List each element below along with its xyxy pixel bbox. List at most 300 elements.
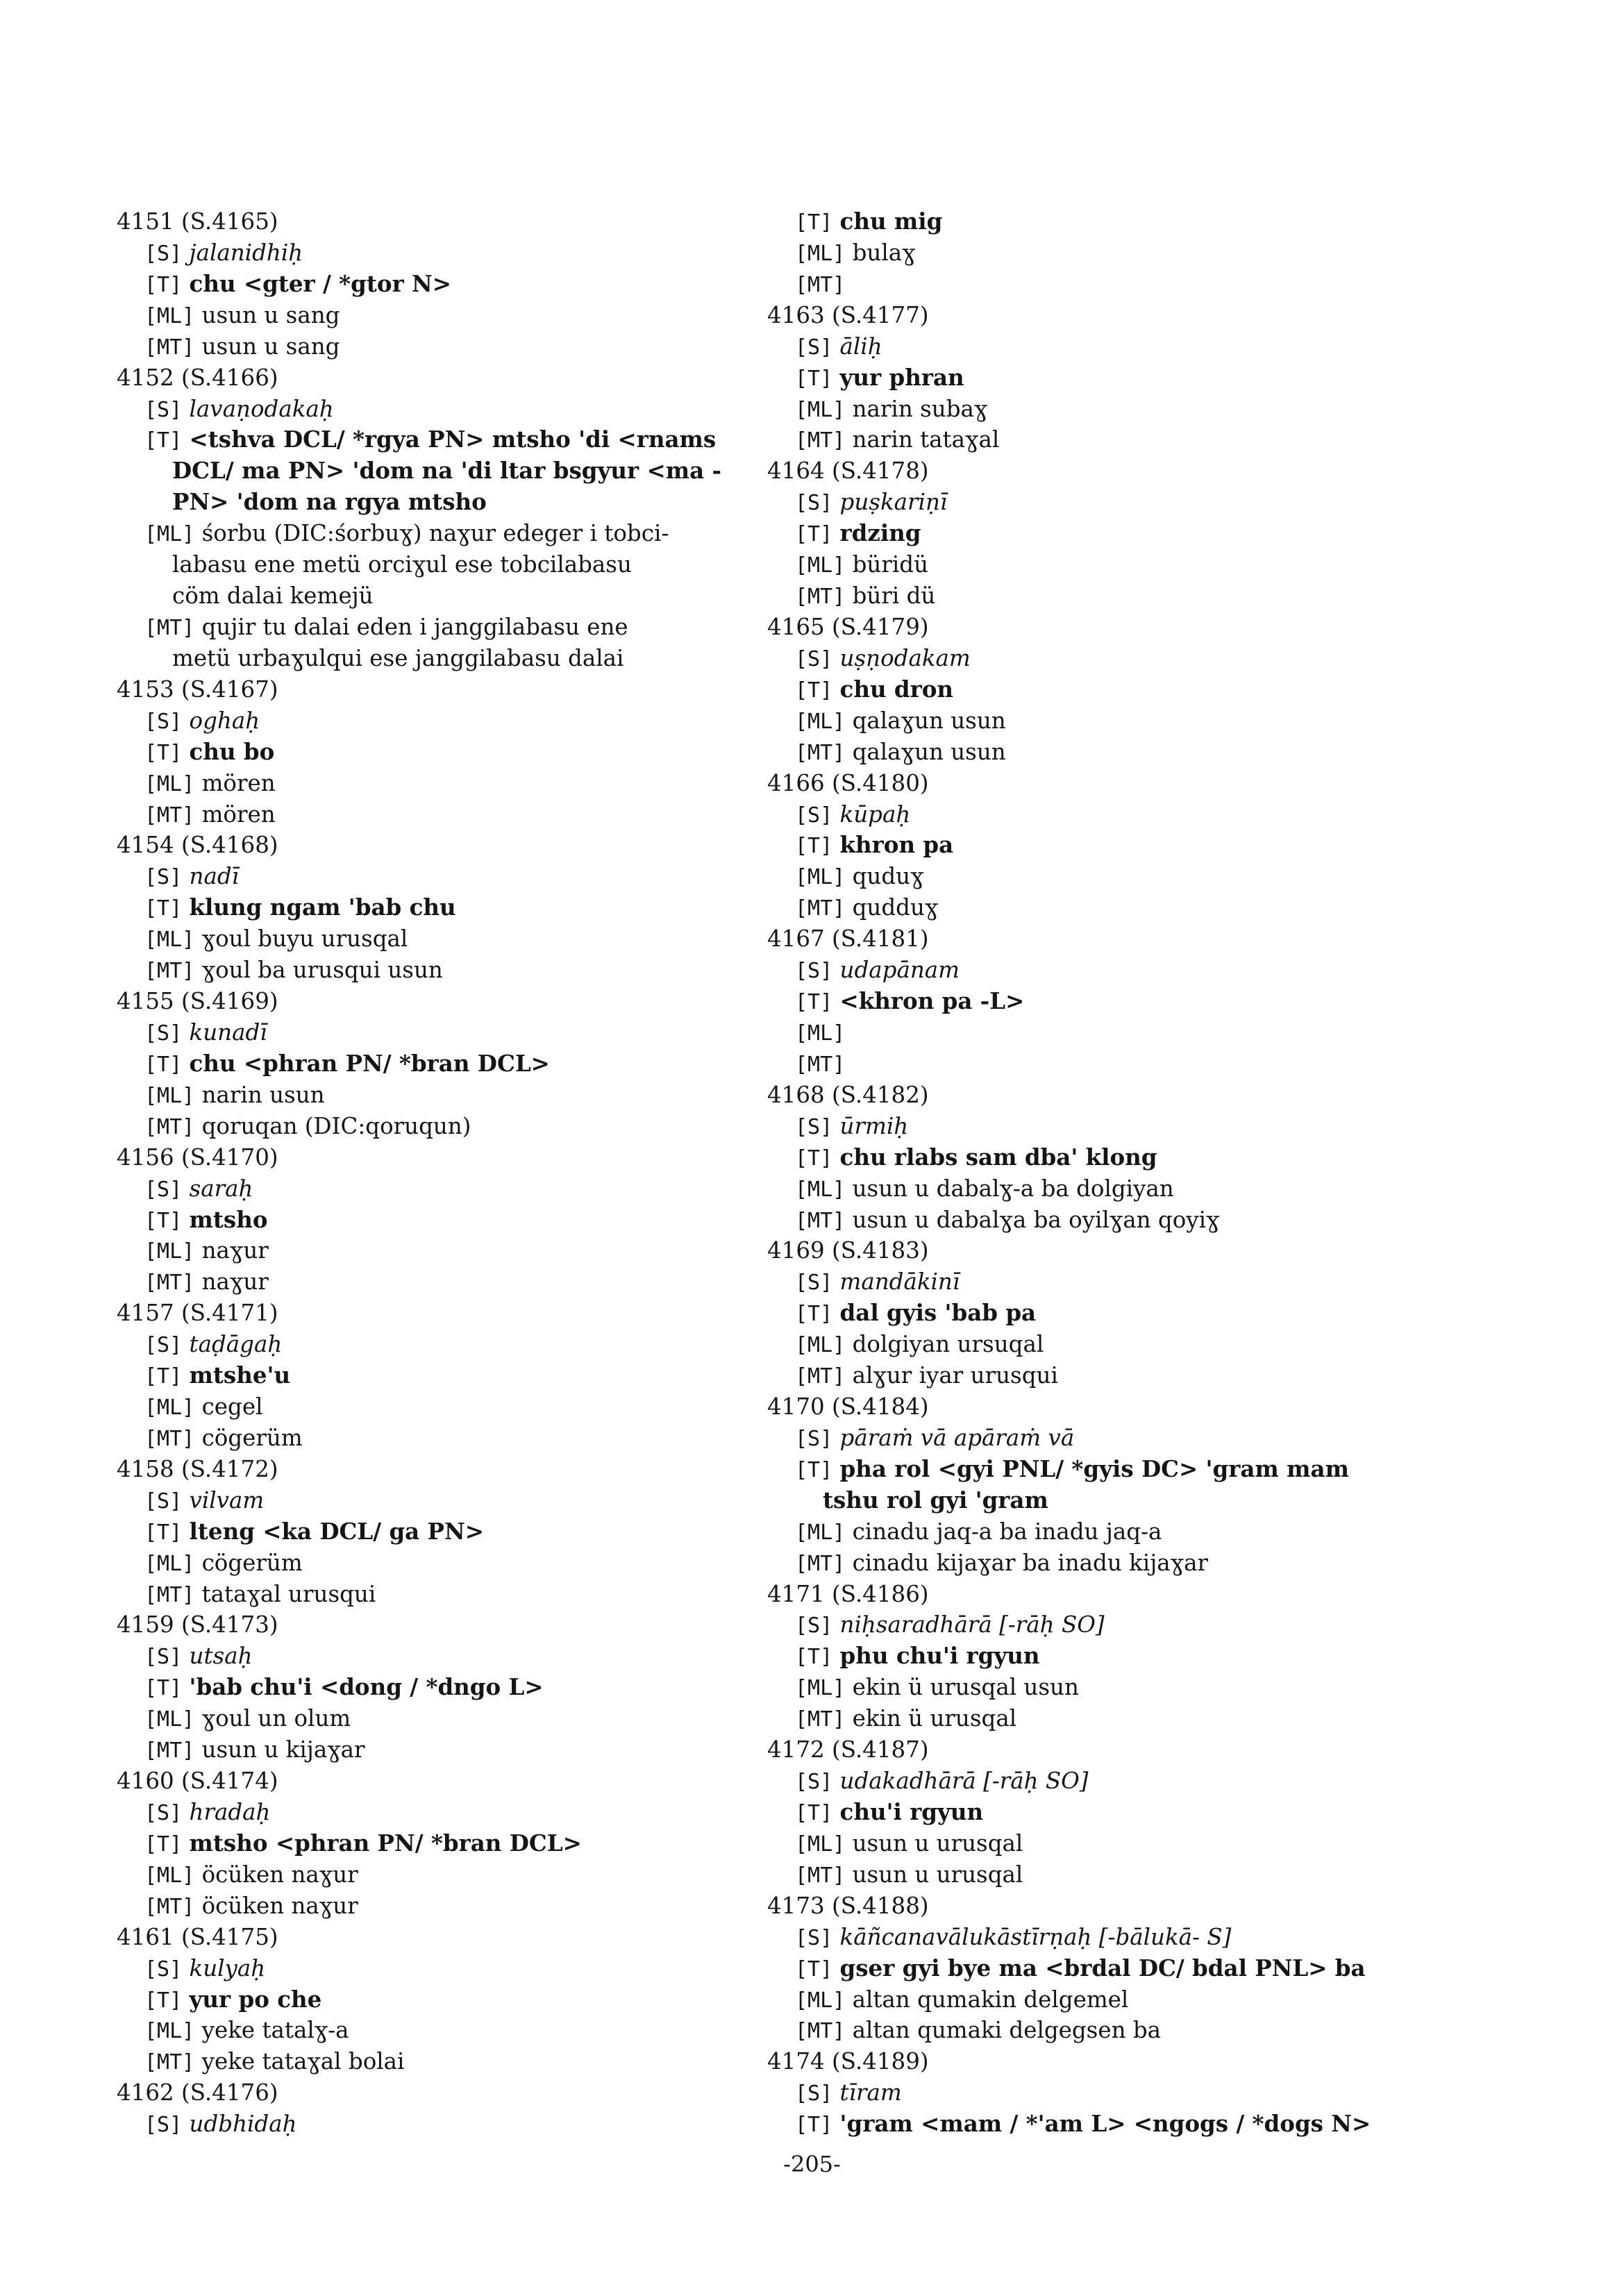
field-tag: [S]	[795, 2081, 833, 2106]
field-tag: [MT]	[795, 1052, 846, 1077]
field-value: mtsho <phran PN/ *bran DCL>	[189, 1829, 582, 1857]
field-value: mtsho	[189, 1205, 268, 1233]
field-value: metü urbaɣulqui ese janggilabasu dalai	[172, 644, 624, 671]
field-tag: [S]	[795, 1770, 833, 1795]
entry-field-line	[767, 237, 1462, 269]
field-tag: [ML]	[795, 1988, 846, 2013]
entry-field-line	[117, 1828, 783, 1859]
field-tag: [S]	[144, 241, 183, 266]
field-value: bulaɣ	[852, 239, 916, 266]
field-value: chu <phran PN/ *bran DCL>	[189, 1049, 550, 1077]
entry-number: 4151 (S.4165)	[117, 208, 278, 235]
entry-field-line	[767, 362, 1462, 394]
field-tag: [MT]	[795, 1551, 846, 1576]
entry-field-line	[117, 1579, 783, 1610]
field-tag: [MT]	[144, 1426, 195, 1451]
entry-field-line	[767, 1953, 1462, 1984]
entry-field-line	[767, 1703, 1462, 1734]
entry-field-line	[767, 1766, 1462, 1797]
entry-field-line	[117, 768, 783, 799]
entry-field-line	[117, 737, 783, 768]
field-tag: [MT]	[795, 2019, 846, 2044]
entry-number: 4165 (S.4179)	[767, 613, 929, 640]
field-tag: [MT]	[144, 1738, 195, 1763]
entry-field-line	[117, 1485, 783, 1516]
entry-field-line	[767, 1205, 1462, 1236]
field-value: klung ngam 'bab chu	[189, 894, 456, 921]
field-tag: [T]	[144, 428, 183, 453]
entry-field-line	[767, 1142, 1462, 1173]
entry-field-line	[117, 1017, 783, 1048]
field-value: pāraṁ vā apāraṁ vā	[839, 1424, 1075, 1451]
field-value: büridü	[852, 551, 928, 578]
field-value: gser gyi bye ma <brdal DC/ bdal PNL> ba	[839, 1954, 1366, 1981]
field-value: narin tataɣal	[852, 426, 1000, 453]
field-tag: [S]	[795, 1426, 833, 1451]
field-tag: [T]	[795, 366, 833, 391]
entry-number: 4155 (S.4169)	[117, 988, 278, 1015]
field-value: usun u urusqal	[852, 1861, 1023, 1888]
entry-field-line	[767, 2109, 1462, 2140]
entry-field-line	[767, 1298, 1462, 1329]
field-value: vilvam	[189, 1486, 265, 1514]
entry-field-line	[117, 1080, 783, 1111]
entry-field-line	[767, 892, 1462, 923]
entry-field-line	[117, 1891, 783, 1922]
field-tag: [S]	[795, 959, 833, 984]
entry-field-line	[117, 2046, 783, 2077]
field-tag: [S]	[144, 865, 183, 890]
entry-field-line	[117, 1235, 783, 1266]
entry-field-line	[767, 2077, 1462, 2109]
field-tag: [T]	[795, 1457, 833, 1482]
field-value: qujir tu dalai eden i janggilabasu ene	[201, 613, 628, 640]
entry-field-line	[117, 1984, 783, 2016]
field-value: qalaɣun usun	[852, 707, 1006, 734]
field-value: kūpaḥ	[839, 801, 911, 828]
field-tag: [ML]	[795, 709, 846, 734]
field-value: usun u kijaɣar	[201, 1736, 365, 1763]
entry-field-line	[117, 1859, 783, 1891]
entry-number: 4172 (S.4187)	[767, 1736, 929, 1763]
entry-field-line	[767, 799, 1462, 830]
field-value: dolgiyan ursuqal	[852, 1331, 1044, 1358]
field-value: chu mig	[839, 208, 943, 235]
field-tag: [T]	[795, 1801, 833, 1826]
field-value: jalanidhiḥ	[189, 239, 303, 266]
entry-field-line	[767, 1017, 1462, 1048]
field-tag: [S]	[144, 1021, 183, 1046]
right-column	[767, 206, 1462, 2140]
field-tag: [ML]	[144, 522, 195, 547]
entry-number: 4152 (S.4166)	[117, 364, 278, 391]
entry-field-line	[117, 269, 783, 300]
entry-field-line	[767, 1859, 1462, 1891]
field-tag: [S]	[144, 1333, 183, 1358]
field-value: 'bab chu'i <dong / *dngo L>	[189, 1673, 544, 1701]
entry-field-line	[767, 2015, 1462, 2046]
field-tag: [T]	[795, 990, 833, 1015]
field-tag: [T]	[144, 1520, 183, 1545]
entry-number: 4174 (S.4189)	[767, 2048, 929, 2075]
field-tag: [ML]	[144, 1083, 195, 1108]
field-tag: [T]	[795, 834, 833, 859]
field-tag: [MT]	[795, 585, 846, 610]
entry-field-line	[117, 424, 783, 455]
field-value: dal gyis 'bab pa	[839, 1299, 1037, 1327]
entry-field-line	[767, 830, 1462, 861]
entry-field-line	[117, 799, 783, 830]
entry-number: 4169 (S.4183)	[767, 1237, 929, 1264]
field-value: mören	[201, 801, 276, 828]
field-value: cinadu jaq-a ba inadu jaq-a	[852, 1518, 1162, 1545]
field-tag: [ML]	[795, 1333, 846, 1358]
field-value: kunadī	[189, 1019, 267, 1046]
entry-field-line	[767, 518, 1462, 549]
field-value: hradaḥ	[189, 1799, 271, 1826]
field-value: usun u sang	[201, 301, 340, 328]
field-value: ūrmiḥ	[839, 1112, 909, 1139]
page-number: -205-	[783, 2151, 841, 2177]
field-value: puṣkariṇī	[839, 489, 948, 516]
entry-number: 4161 (S.4175)	[117, 1923, 278, 1950]
field-value: qalaɣun usun	[852, 738, 1006, 765]
entry-number: 4154 (S.4168)	[117, 832, 278, 859]
field-tag: [T]	[144, 272, 183, 297]
field-value: 'gram <mam / *'am L> <ngogs / *dogs N>	[839, 2110, 1371, 2138]
entry-field-line	[117, 705, 783, 737]
entry-field-line	[117, 1048, 783, 1080]
field-tag: [T]	[795, 522, 833, 547]
field-value: yur po che	[189, 1985, 322, 2013]
field-value: udakadhārā [-rāḥ SO]	[839, 1768, 1089, 1795]
field-tag: [S]	[144, 1177, 183, 1202]
field-value: ɣoul ba urusqui usun	[201, 957, 443, 984]
field-tag: [MT]	[144, 2050, 195, 2075]
field-tag: [S]	[795, 1271, 833, 1296]
entry-number: 4157 (S.4171)	[117, 1300, 278, 1327]
entry-field-line	[117, 331, 783, 362]
field-tag: [MT]	[795, 740, 846, 765]
entry-field-line	[117, 861, 783, 892]
entry-field-line	[767, 1984, 1462, 2016]
field-value: taḍāgaḥ	[189, 1331, 283, 1358]
field-value: usun u urusqal	[852, 1829, 1023, 1857]
field-tag: [T]	[144, 1208, 183, 1233]
field-tag: [ML]	[795, 1021, 846, 1046]
field-value: cögerüm	[201, 1549, 303, 1576]
entry-number: 4164 (S.4178)	[767, 458, 929, 485]
field-value: öcüken naɣur	[201, 1861, 358, 1888]
field-tag: [ML]	[144, 1707, 195, 1732]
entry-field-line	[117, 1173, 783, 1205]
entry-number: 4159 (S.4173)	[117, 1611, 278, 1639]
entry-field-line	[767, 1609, 1462, 1641]
field-value: śorbu (DIC:śorbuɣ) naɣur edeger i tobci-	[201, 520, 669, 547]
field-value: cöm dalai kemejü	[172, 583, 374, 610]
field-tag: [T]	[795, 1645, 833, 1670]
field-value: quduɣ	[852, 863, 924, 890]
field-tag: [T]	[144, 740, 183, 765]
field-value: rdzing	[839, 519, 921, 547]
entry-field-line	[767, 1672, 1462, 1703]
field-value: nadī	[189, 863, 240, 890]
field-value: DCL/ ma PN> 'dom na 'di ltar bsgyur <ma -	[172, 457, 721, 485]
field-value: ɣoul un olum	[201, 1705, 351, 1732]
field-tag: [ML]	[795, 1520, 846, 1545]
field-value: chu rlabs sam dba' klong	[839, 1143, 1157, 1171]
field-tag: [S]	[795, 491, 833, 516]
field-value: udbhidaḥ	[189, 2111, 297, 2138]
field-value: cegel	[201, 1393, 263, 1421]
entry-number: 4158 (S.4172)	[117, 1455, 278, 1482]
field-value: qoruqan (DIC:qoruqun)	[201, 1112, 471, 1139]
entry-number: 4167 (S.4181)	[767, 925, 929, 953]
entry-field-line	[117, 1797, 783, 1828]
field-tag: [MT]	[795, 1707, 846, 1732]
field-tag: [S]	[795, 1614, 833, 1639]
entry-field-line	[767, 1922, 1462, 1953]
entry-field-line	[767, 1329, 1462, 1360]
entry-field-line	[767, 1828, 1462, 1859]
field-value: ɣoul buyu urusqal	[201, 925, 408, 953]
field-tag: [T]	[795, 1146, 833, 1171]
field-tag: [ML]	[795, 1832, 846, 1857]
field-tag: [ML]	[144, 303, 195, 328]
field-value: PN> 'dom na rgya mtsho	[172, 488, 487, 516]
field-value: mandākinī	[839, 1268, 960, 1296]
field-tag: [ML]	[144, 928, 195, 953]
entry-field-line	[117, 394, 783, 425]
field-tag: [S]	[144, 2113, 183, 2138]
field-tag: [MT]	[144, 1114, 195, 1139]
field-tag: [ML]	[144, 1551, 195, 1576]
entry-continuation-line	[117, 643, 783, 674]
entry-field-line	[117, 1548, 783, 1579]
field-tag: [T]	[795, 2113, 833, 2138]
field-tag: [ML]	[795, 1676, 846, 1701]
entry-continuation-line	[117, 580, 783, 612]
entry-field-line	[767, 674, 1462, 705]
field-value: chu <gter / *gtor N>	[189, 269, 451, 297]
field-tag: [S]	[144, 397, 183, 422]
field-tag: [S]	[795, 1114, 833, 1139]
field-value: phu chu'i rgyun	[839, 1642, 1040, 1670]
field-value: narin subaɣ	[852, 395, 988, 422]
field-tag: [T]	[795, 210, 833, 235]
entry-field-line	[767, 487, 1462, 518]
field-value: ekin ü urusqal	[852, 1705, 1017, 1732]
entry-number: 4162 (S.4176)	[117, 2079, 278, 2106]
entry-field-line	[117, 1360, 783, 1391]
field-value: yeke tataɣal bolai	[201, 2048, 405, 2075]
field-value: büri dü	[852, 583, 936, 610]
field-tag: [ML]	[795, 397, 846, 422]
field-value: āliḥ	[839, 333, 882, 360]
field-tag: [MT]	[795, 1863, 846, 1888]
field-tag: [MT]	[144, 615, 195, 640]
field-value: chu'i rgyun	[839, 1798, 984, 1826]
entry-field-line	[117, 955, 783, 986]
field-value: cögerüm	[201, 1424, 303, 1451]
entry-field-line	[767, 1548, 1462, 1579]
field-value: udapānam	[839, 957, 960, 984]
entry-field-line	[767, 1360, 1462, 1391]
field-tag: [S]	[144, 1956, 183, 1981]
field-value: uṣṇodakam	[839, 644, 971, 671]
field-value: alɣur iyar urusqui	[852, 1362, 1058, 1389]
entry-field-line	[117, 1641, 783, 1672]
entry-field-line	[117, 1953, 783, 1984]
entry-field-line	[117, 1266, 783, 1298]
entry-number: 4173 (S.4188)	[767, 1892, 929, 1919]
entry-field-line	[117, 2109, 783, 2140]
entry-field-line	[117, 1516, 783, 1548]
left-column	[117, 206, 783, 2140]
entry-field-line	[767, 705, 1462, 737]
entry-field-line	[117, 237, 783, 269]
entry-field-line	[117, 1329, 783, 1360]
entry-field-line	[117, 612, 783, 643]
field-value: lteng <ka DCL/ ga PN>	[189, 1517, 484, 1545]
field-tag: [T]	[144, 1052, 183, 1077]
entry-continuation-line	[767, 1485, 1462, 1516]
entry-field-line	[767, 955, 1462, 986]
field-tag: [T]	[144, 1364, 183, 1389]
field-value: tshu rol gyi 'gram	[823, 1486, 1048, 1514]
entry-number: 4156 (S.4170)	[117, 1143, 278, 1171]
entry-number: 4153 (S.4167)	[117, 676, 278, 703]
entry-continuation-line	[117, 487, 783, 518]
field-tag: [ML]	[795, 1177, 846, 1202]
field-value: altan qumaki delgegsen ba	[852, 2017, 1162, 2044]
entry-field-line	[117, 1111, 783, 1142]
entry-field-line	[767, 1048, 1462, 1080]
field-value: utsaḥ	[189, 1643, 253, 1670]
field-value: niḥsaradhārā [-rāḥ SO]	[839, 1611, 1105, 1639]
field-tag: [ML]	[144, 1239, 195, 1264]
field-tag: [ML]	[795, 553, 846, 578]
field-tag: [T]	[795, 678, 833, 703]
entry-field-line	[117, 1734, 783, 1766]
entry-field-line	[767, 206, 1462, 237]
entry-number: 4168 (S.4182)	[767, 1081, 929, 1108]
field-value: ekin ü urusqal usun	[852, 1674, 1079, 1701]
entry-field-line	[117, 1205, 783, 1236]
field-value: mören	[201, 769, 276, 796]
entry-field-line	[117, 518, 783, 549]
entry-field-line	[767, 580, 1462, 612]
field-value: narin usun	[201, 1081, 325, 1108]
field-tag: [MT]	[144, 1894, 195, 1919]
field-value: kāñcanavālukāstīrṇaḥ [-bālukā- S]	[839, 1923, 1232, 1950]
entry-field-line	[117, 1672, 783, 1703]
field-tag: [MT]	[795, 1364, 846, 1389]
entry-field-line	[767, 394, 1462, 425]
entry-field-line	[117, 2015, 783, 2046]
field-value: lavaṇodakaḥ	[189, 395, 334, 422]
entry-field-line	[767, 1797, 1462, 1828]
entry-field-line	[767, 1423, 1462, 1454]
field-value: labasu ene metü orciɣul ese tobcilabasu	[172, 551, 632, 578]
entry-field-line	[117, 300, 783, 331]
entry-field-line	[767, 1516, 1462, 1548]
entry-field-line	[767, 861, 1462, 892]
entry-field-line	[117, 1703, 783, 1734]
field-tag: [MT]	[795, 1208, 846, 1233]
field-value: usun u sang	[201, 333, 340, 360]
entry-number: 4170 (S.4184)	[767, 1393, 929, 1421]
field-value: naɣur	[201, 1268, 269, 1296]
field-value: naɣur	[201, 1237, 269, 1264]
entry-continuation-line	[117, 549, 783, 580]
field-tag: [MT]	[144, 803, 195, 828]
entry-field-line	[767, 643, 1462, 674]
field-value: pha rol <gyi PNL/ *gyis DC> 'gram mam	[839, 1455, 1349, 1482]
field-value: yeke tatalɣ-a	[201, 2017, 349, 2044]
field-tag: [T]	[144, 1832, 183, 1857]
field-tag: [S]	[795, 646, 833, 671]
entry-field-line	[767, 1111, 1462, 1142]
entry-number: 4163 (S.4177)	[767, 301, 929, 328]
field-tag: [MT]	[795, 428, 846, 453]
field-tag: [MT]	[144, 959, 195, 984]
entry-continuation-line	[117, 455, 783, 487]
field-tag: [MT]	[144, 1582, 195, 1607]
field-value: tīram	[839, 2079, 902, 2106]
field-tag: [S]	[144, 1489, 183, 1514]
field-value: oghaḥ	[189, 707, 260, 734]
entry-number: 4166 (S.4180)	[767, 769, 929, 796]
entry-number: 4171 (S.4186)	[767, 1580, 929, 1607]
entry-field-line	[767, 1173, 1462, 1205]
field-tag: [S]	[795, 803, 833, 828]
entry-field-line	[117, 892, 783, 923]
field-value: chu dron	[839, 675, 954, 703]
entry-field-line	[117, 1391, 783, 1423]
field-value: khron pa	[839, 831, 954, 859]
field-tag: [S]	[144, 709, 183, 734]
field-value: <khron pa -L>	[839, 987, 1025, 1015]
entry-field-line	[767, 269, 1462, 300]
field-value: tataɣal urusqui	[201, 1580, 376, 1607]
field-tag: [S]	[144, 1645, 183, 1670]
field-tag: [S]	[144, 1801, 183, 1826]
field-tag: [T]	[795, 1956, 833, 1981]
field-value: mtshe'u	[189, 1361, 291, 1389]
entry-field-line	[117, 923, 783, 955]
field-tag: [ML]	[144, 771, 195, 796]
field-tag: [S]	[795, 1925, 833, 1950]
field-tag: [ML]	[144, 1396, 195, 1421]
field-value: qudduɣ	[852, 894, 939, 921]
field-value: <tshva DCL/ *rgya PN> mtsho 'di <rnams	[189, 426, 717, 453]
field-tag: [MT]	[795, 896, 846, 921]
field-tag: [MT]	[144, 335, 195, 360]
field-tag: [S]	[795, 335, 833, 360]
field-value: yur phran	[839, 363, 964, 391]
field-tag: [ML]	[144, 1863, 195, 1888]
entry-field-line	[767, 986, 1462, 1017]
field-tag: [T]	[144, 1988, 183, 2013]
field-tag: [T]	[795, 1302, 833, 1327]
entry-field-line	[767, 1266, 1462, 1298]
entry-field-line	[767, 549, 1462, 580]
entry-field-line	[117, 1423, 783, 1454]
entry-field-line	[767, 1641, 1462, 1672]
entry-field-line	[767, 1454, 1462, 1485]
entry-field-line	[767, 331, 1462, 362]
